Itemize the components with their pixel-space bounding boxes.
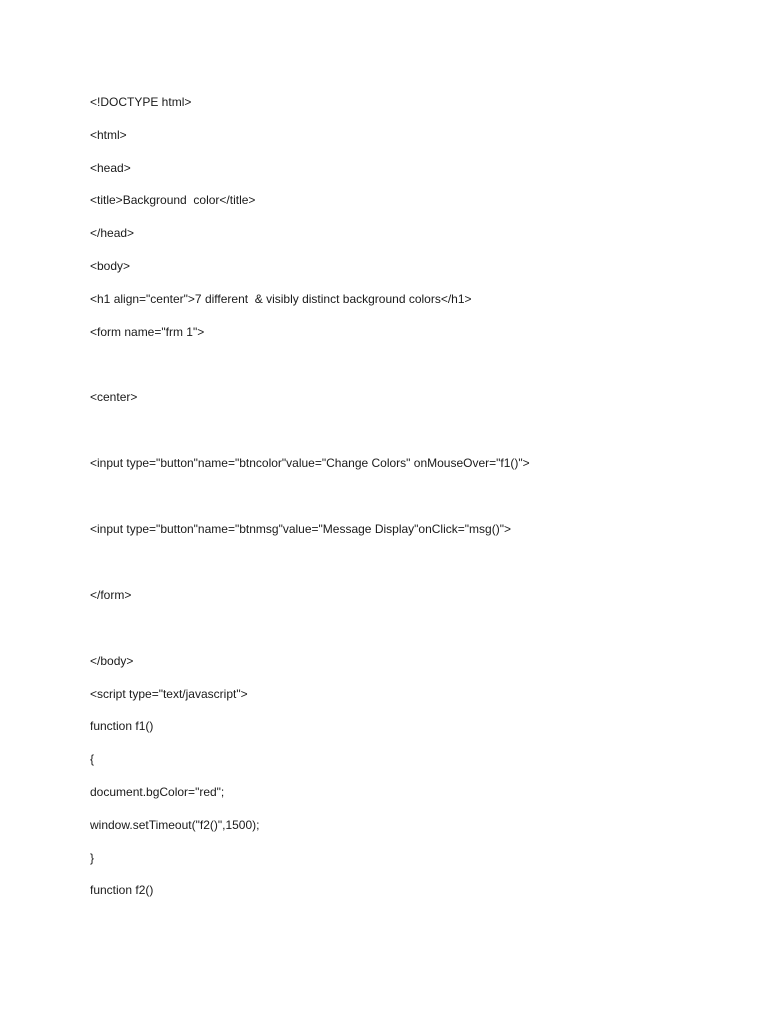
- code-line: <form name="frm 1">: [90, 325, 205, 339]
- code-line: function f2(): [90, 883, 154, 897]
- code-line: <body>: [90, 259, 131, 273]
- code-line: </body>: [90, 654, 134, 668]
- code-line: window.setTimeout("f2()",1500);: [90, 818, 260, 832]
- code-line: <title>Background color</title>: [90, 193, 256, 207]
- code-line: </head>: [90, 226, 135, 240]
- code-line: document.bgColor="red";: [90, 785, 225, 799]
- code-line: </form>: [90, 588, 132, 602]
- code-line: }: [90, 851, 95, 865]
- code-line: <h1 align="center">7 different & visibly distinct background colors</h1>: [90, 292, 472, 306]
- code-line: <center>: [90, 390, 138, 404]
- code-line: {: [90, 752, 95, 766]
- code-line: <!DOCTYPE html>: [90, 95, 192, 109]
- code-line: <script type="text/javascript">: [90, 687, 248, 701]
- code-line: <input type="button"name="btnmsg"value="Message Display"onClick="msg()">: [90, 522, 511, 536]
- code-line: function f1(): [90, 719, 154, 733]
- code-line: <head>: [90, 161, 131, 175]
- code-line: <input type="button"name="btncolor"value="Change Colors" onMouseOver="f1()">: [90, 456, 530, 470]
- code-line: <html>: [90, 128, 127, 142]
